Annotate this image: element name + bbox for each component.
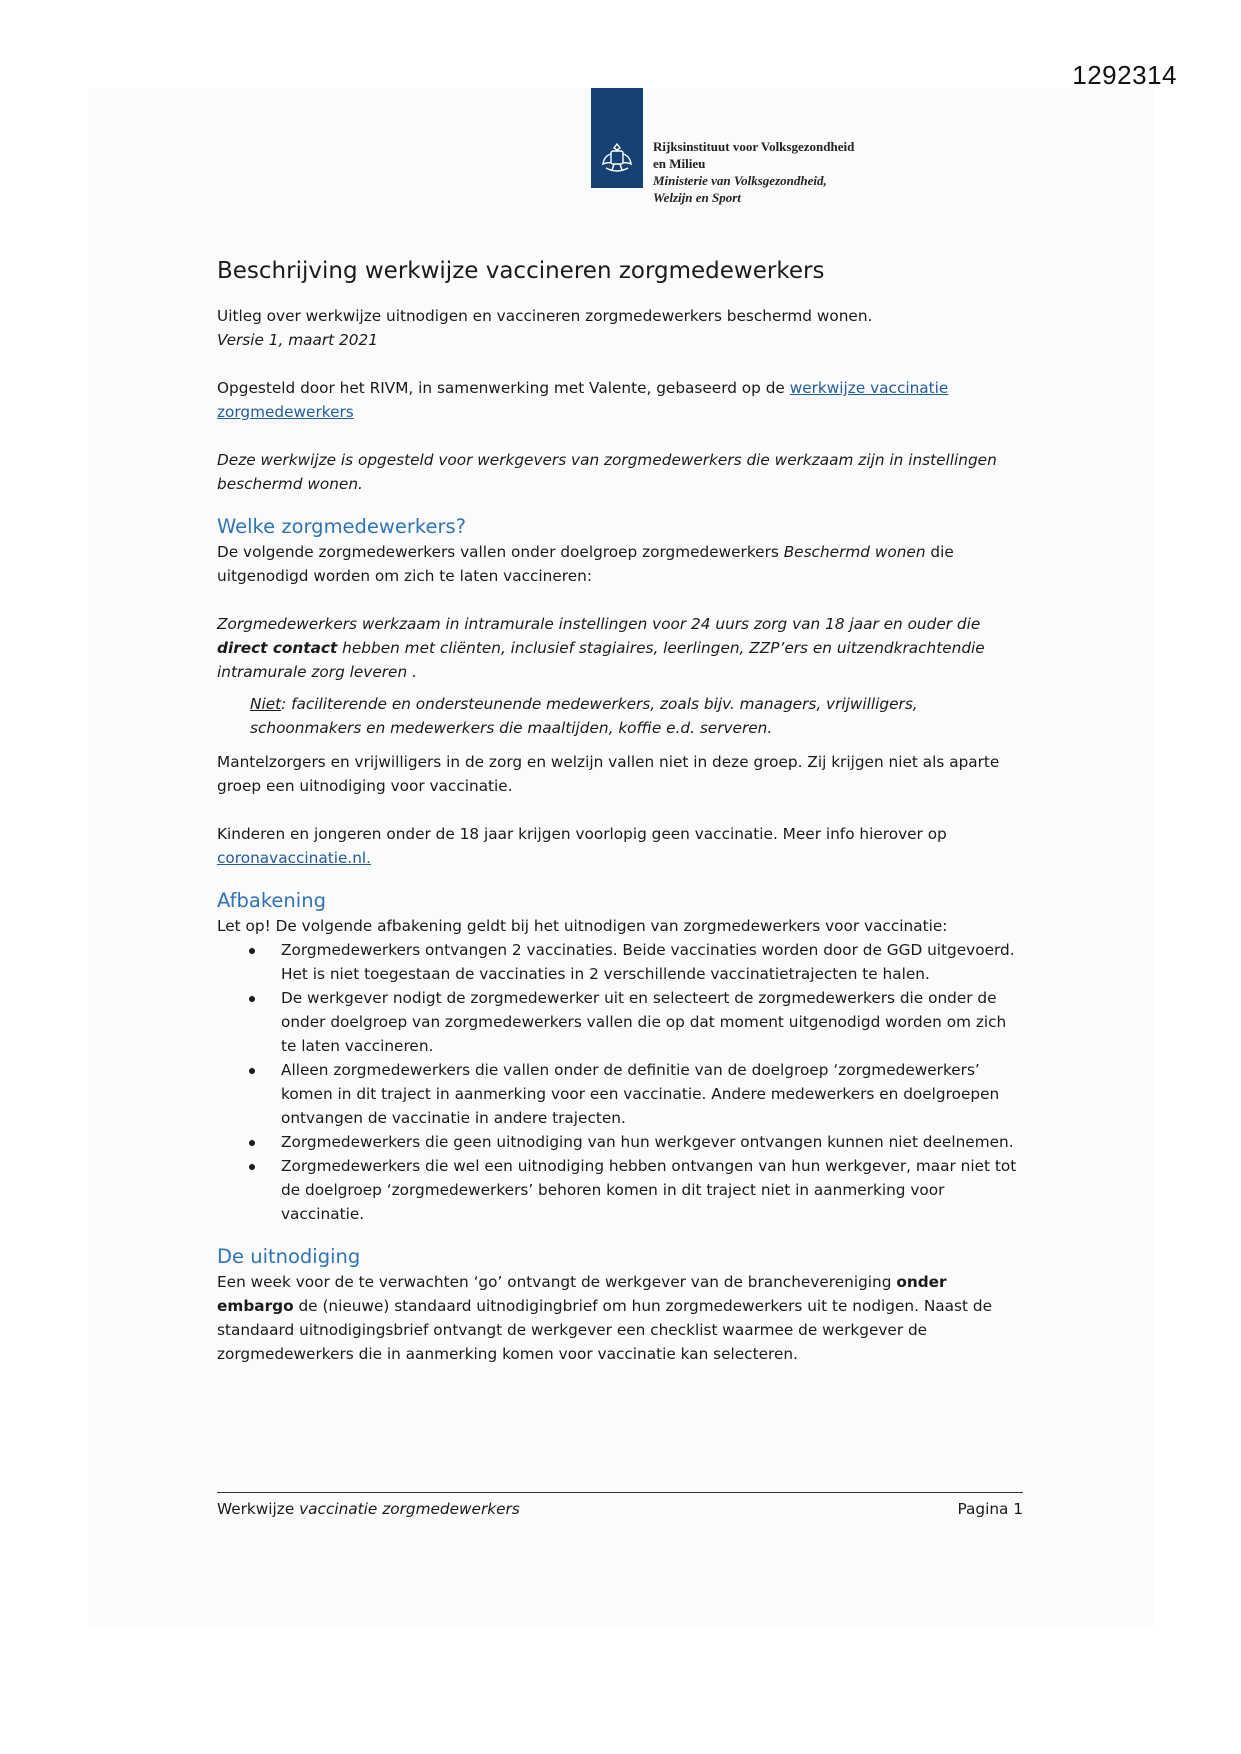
page-footer	[217, 1492, 1023, 1521]
kinderen-text: Kinderen en jongeren onder de 18 jaar krijgen voorlopig geen vaccinatie. Meer info hierover op	[217, 825, 947, 843]
niet-paragraph	[217, 692, 1023, 740]
subtitle: Uitleg over werkwijze uitnodigen en vaccineren zorgmedewerkers beschermd wonen.	[217, 307, 873, 325]
uitnodiging-paragraph	[217, 1270, 1023, 1366]
prepared-paragraph	[217, 376, 1023, 424]
logo-org-line2: en Milieu	[653, 156, 706, 171]
list-item	[217, 1058, 1023, 1130]
footer-left-text: Werkwijze	[217, 1500, 300, 1518]
bullet-icon	[249, 1140, 255, 1146]
list-item-text: Zorgmedewerkers die geen uitnodiging van hun werkgever ontvangen kunnen niet deelnemen.	[281, 1133, 1014, 1151]
doelgroep-text-a: De volgende zorgmedewerkers vallen onder doelgroep zorgmedewerkers	[217, 543, 784, 561]
footer-left	[217, 1497, 520, 1521]
definition-text-a: Zorgmedewerkers werkzaam in intramurale instellingen voor 24 uurs zorg van 18 jaar en ouder die	[217, 615, 981, 633]
prepared-text: Opgesteld door het RIVM, in samenwerking met Valente, gebaseerd op de	[217, 379, 790, 397]
document-body	[217, 254, 1023, 1366]
werkwijze-link[interactable]: werkwijze vaccinatie zorgmedewerkers	[217, 379, 949, 421]
list-item-text: De werkgever nodigt de zorgmedewerker uit en selecteert de zorgmedewerkers die onder de onder doelgroep van zorgmedewerkers vallen die op dat moment uitgenodigd worden om zich te laten vaccineren.	[281, 989, 1007, 1055]
logo-bar	[591, 88, 643, 188]
coronavaccinatie-link[interactable]: coronavaccinatie.nl.	[217, 849, 372, 867]
uitnodiging-text-b: de (nieuwe) standaard uitnodigingbrief om hun zorgmedewerkers uit te nodigen. Naast de standaard uitnodigingsbrief ontvangt de werkgever een checklist waarmee de werkgever de zorgmedewerkers die in aanmerking komen voor vaccinatie kan selecteren.	[217, 1297, 992, 1363]
mantelzorgers-paragraph: Mantelzorgers en vrijwilligers in de zorg en welzijn vallen niet in deze groep. Zij krijgen niet als aparte groep een uitnodiging voor vaccinatie.	[217, 753, 1000, 795]
niet-label: Niet	[250, 695, 282, 713]
bullet-icon	[249, 1068, 255, 1074]
list-item	[217, 986, 1023, 1058]
kinderen-paragraph	[217, 822, 1023, 870]
page-title: Beschrijving werkwijze vaccineren zorgmedewerkers	[217, 258, 825, 284]
definition-text-b: hebben met cliënten, inclusief stagiaires, leerlingen, ZZP’ers en uitzendkrachtendie intramurale zorg leveren .	[217, 639, 985, 681]
list-item-text: Alleen zorgmedewerkers die vallen onder de definitie van de doelgroep ‘zorgmedewerkers’ komen in dit traject in aanmerking voor een vaccinatie. Andere medewerkers en doelgroepen ontvangen de vaccinatie in andere trajecten.	[281, 1061, 1000, 1127]
doelgroep-text-b: die uitgenodigd worden om zich te laten vaccineren:	[217, 543, 954, 585]
uitnodiging-bold: onder embargo	[217, 1273, 947, 1315]
afbakening-list	[217, 938, 1023, 1226]
logo-ministry-line2: Welzijn en Sport	[653, 190, 741, 205]
niet-text: : faciliterende en ondersteunende medewerkers, zoals bijv. managers, vrijwilligers, schoonmakers en medewerkers die maaltijden, koffie e.d. serveren.	[250, 695, 918, 737]
list-item	[217, 938, 1023, 986]
page-number: Pagina 1	[957, 1500, 1023, 1518]
bullet-icon	[249, 996, 255, 1002]
section-heading-welke: Welke zorgmedewerkers?	[217, 515, 467, 538]
definition-bold: direct contact	[217, 639, 338, 657]
definition-paragraph	[217, 612, 1023, 684]
list-item	[217, 1154, 1023, 1226]
list-item-text: Zorgmedewerkers die wel een uitnodiging hebben ontvangen van hun werkgever, maar niet tot de doelgroep ‘zorgmedewerkers’ behoren komen in dit traject niet in aanmerking voor vaccinatie.	[281, 1157, 1017, 1223]
footer-left-italic: vaccinatie zorgmedewerkers	[299, 1500, 520, 1518]
logo-org-line1: Rijksinstituut voor Volksgezondheid	[653, 139, 855, 154]
doelgroep-paragraph	[217, 540, 1023, 588]
bullet-icon	[249, 1164, 255, 1170]
uitnodiging-text-a: Een week voor de te verwachten ‘go’ ontvangt de werkgever van de branchevereniging	[217, 1273, 897, 1291]
afbakening-intro: Let op! De volgende afbakening geldt bij het uitnodigen van zorgmedewerkers voor vaccinatie:	[217, 917, 948, 935]
logo-ministry-line1: Ministerie van Volksgezondheid,	[653, 173, 827, 188]
bullet-icon	[249, 948, 255, 954]
section-heading-afbakening: Afbakening	[217, 889, 326, 912]
list-item	[217, 1130, 1023, 1154]
coat-of-arms-icon	[598, 140, 636, 178]
intro-italic: Deze werkwijze is opgesteld voor werkgevers van zorgmedewerkers die werkzaam zijn in instellingen beschermd wonen.	[217, 451, 997, 493]
rivm-logo	[591, 88, 891, 208]
list-item-text: Zorgmedewerkers ontvangen 2 vaccinaties. Beide vaccinaties worden door de GGD uitgevoerd. Het is niet toegestaan de vaccinaties in 2 verschillende vaccinatietrajecten te halen.	[281, 941, 1015, 983]
version: Versie 1, maart 2021	[217, 331, 378, 349]
section-heading-uitnodiging: De uitnodiging	[217, 1245, 361, 1268]
document-id: 1292314	[1072, 60, 1177, 90]
doelgroep-italic: Beschermd wonen	[783, 543, 926, 561]
